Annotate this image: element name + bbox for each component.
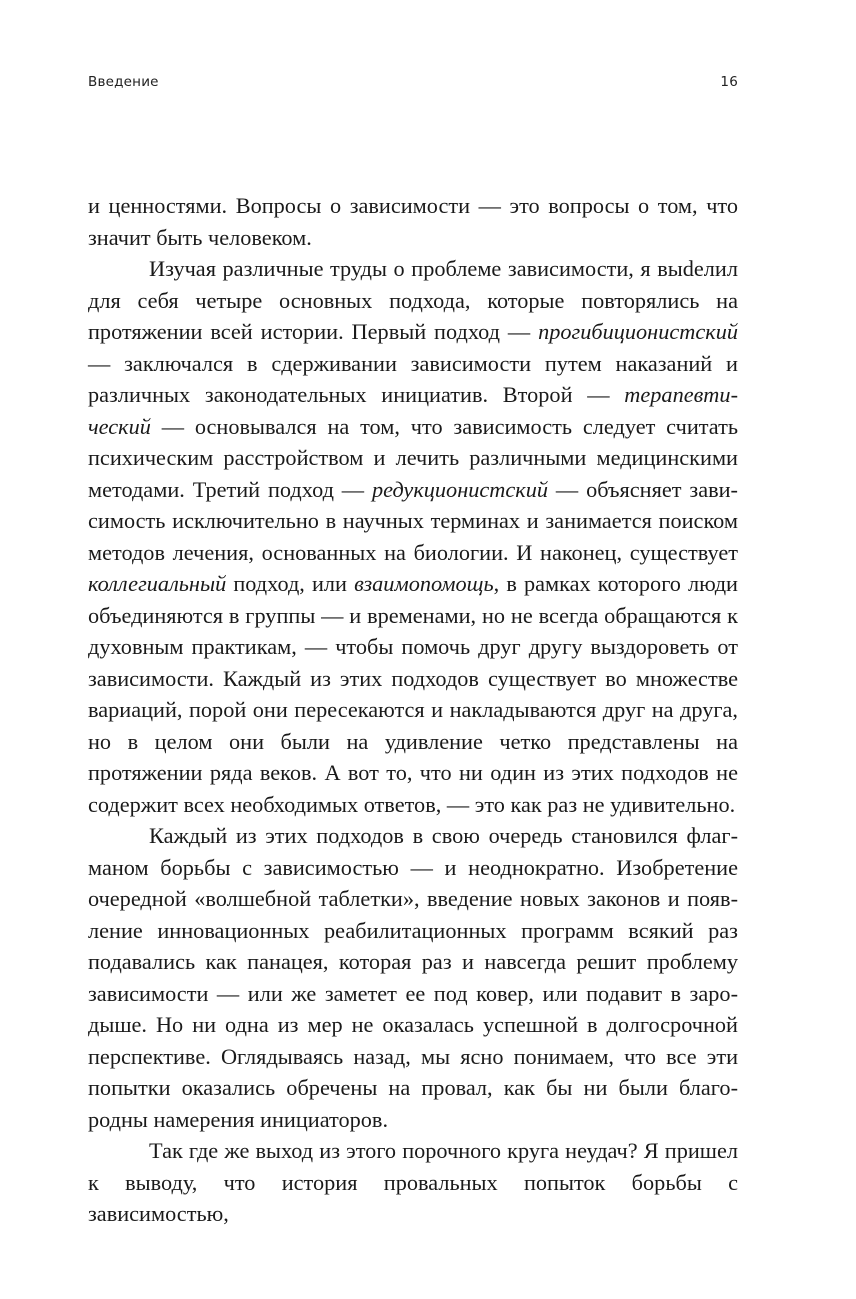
text-run: — основывался на том, что зависимость следует считать психическим расстройством и лечить различными медицинскими методами. Третий подход —: [88, 413, 738, 502]
paragraph: [88, 190, 738, 253]
italic-term: коллегиальный: [88, 571, 227, 596]
text-run: Так где же выход из этого порочного круга неудач? Я пришел к выводу, что история провальных попыток борьбы с зависимостью,: [88, 1138, 738, 1226]
italic-term: терапевтический: [88, 382, 738, 439]
text-run: и ценностями. Вопросы о зависимости — это вопросы о том, что значит быть человеком.: [88, 193, 738, 250]
text-run: — заключался в сдерживании зависимости путем наказаний и различных законодательных инициатив. Второй —: [88, 350, 738, 407]
paragraph: [88, 820, 738, 1135]
paragraph: [88, 1135, 738, 1230]
running-head: [88, 74, 738, 94]
text-run: Каждый из этих подходов в свою очередь становился флагманом борьбы с зависимостью — и неоднократно. Изобретение очередной «волшебной таблетки», введение новых законов и появление инновационных реабилитационных программ всякий раз подавались как панацея, которая раз и навсегда решит проблему зависимости — или же заметет ее под ковер, или подавит в зародыше. Но ни одна из мер не оказалась успешной в долгосрочной перспективе. Оглядываясь назад, мы ясно понимаем, что все эти попытки оказались обречены на провал, как бы ни были благородны намерения инициаторов.: [88, 823, 738, 1132]
italic-term: взаимопомощь: [354, 571, 494, 596]
page-number: 16: [720, 74, 738, 90]
paragraph: [88, 253, 738, 820]
italic-term: редукционистский: [371, 476, 549, 502]
text-run: , в рамках которого люди объединяются в группы — и временами, но не всегда обращаются к духовным практикам, — чтобы помочь друг другу выздороветь от зависимости. Каждый из этих подходов существует во множестве вариаций, порой они пересекаются и накладываются друг на друга, но в целом они были на удивление четко представлены на протяжении ряда веков. А вот то, что ни один из этих подходов не содержит всех необходимых ответов, — это как раз не удивительно.: [88, 571, 738, 817]
text-run: подход, или: [226, 571, 355, 596]
body-text: [88, 190, 738, 1230]
italic-term: прогибиционистский: [538, 319, 738, 344]
section-title: Введение: [88, 74, 159, 90]
text-run: Изучая различные труды о проблеме зависимости, я выdелил для себя четыре основных подхода, которые повторялись на протяжении всей истории. Первый подход —: [88, 256, 738, 344]
text-run: — объясняет зависимость исключительно в научных терминах и занимается поиском методов лечения, основанных на биологии. И наконец, существует: [88, 476, 738, 565]
